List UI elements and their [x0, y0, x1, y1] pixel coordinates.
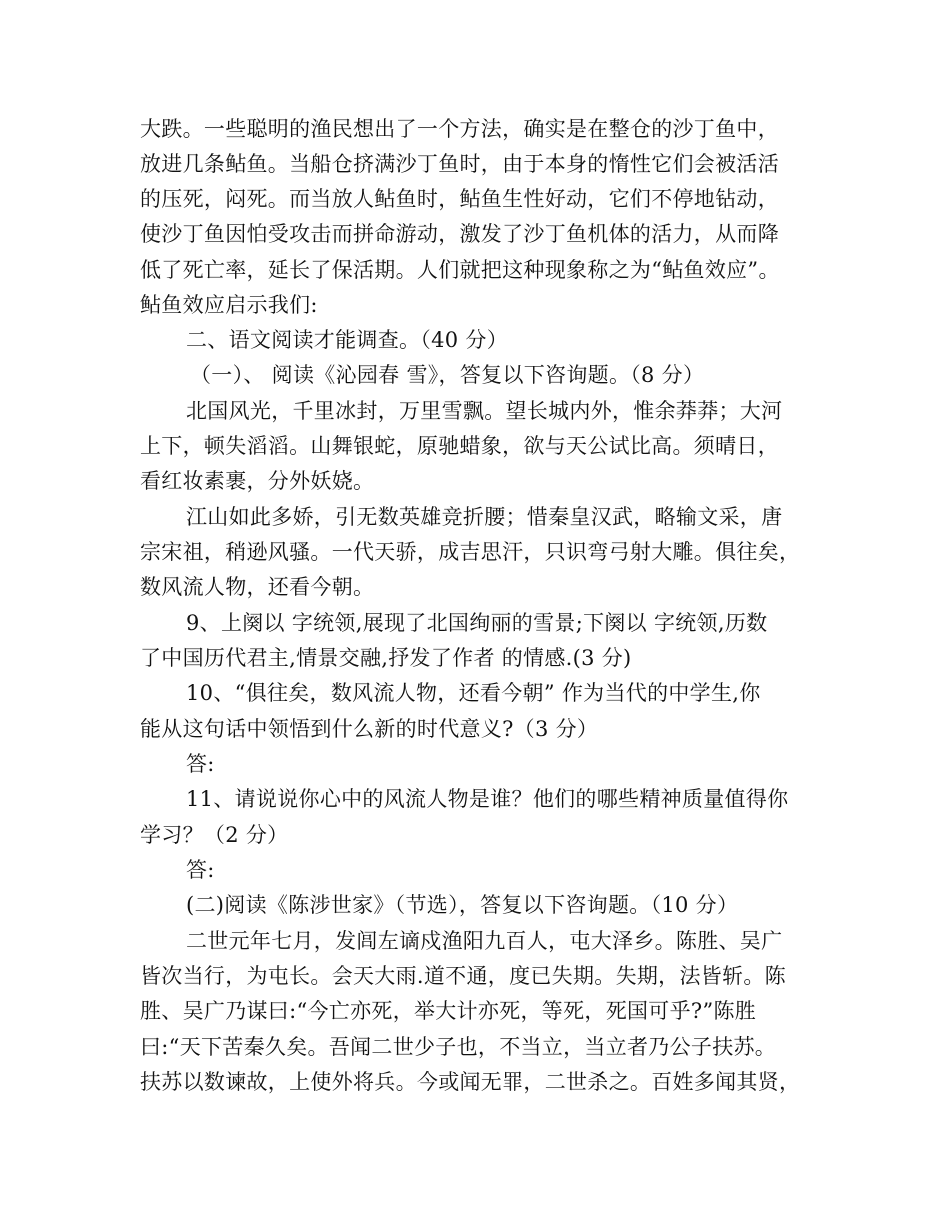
- subsection-heading: （一）、 阅读《沁园春 雪》，答复以下咨询题。（8 分）: [190, 363, 705, 387]
- text-line: 使沙丁鱼因怕受攻击而拼命游动，激发了沙丁鱼机体的活力，从而降: [140, 222, 779, 246]
- section-heading: 二、语文阅读才能调查。（40 分）: [186, 328, 508, 352]
- passage-line: 曰:“天下苦秦久矣。吾闻二世少子也，不当立，当立者乃公子扶苏。: [140, 1035, 777, 1059]
- poem-line: 看红妆素裹，分外妖娆。: [140, 469, 375, 493]
- question-9: 9、上阕以 字统领,展现了北国绚丽的雪景;下阕以 字统领,历数: [186, 611, 768, 635]
- answer-label: 答:: [186, 858, 215, 882]
- text-line: 低了死亡率，延长了保活期。人们就把这种现象称之为“鲇鱼效应”。: [140, 258, 780, 282]
- question-11: 11、请说说你心中的风流人物是谁？他们的哪些精神质量值得你: [186, 787, 789, 811]
- passage-line: 二世元年七月，发闾左谪戍渔阳九百人，屯大泽乡。陈胜、吴广: [186, 929, 783, 953]
- text-line: 鲇鱼效应启示我们:: [140, 293, 318, 317]
- text-line: 的压死，闷死。而当放人鲇鱼时，鲇鱼生性好动，它们不停地钻动，: [140, 187, 779, 211]
- poem-line: 宗宋祖，稍逊风骚。一代天骄，成吉思汗，只识弯弓射大雕。俱往矣，: [140, 540, 801, 564]
- poem-line: 数风流人物，还看今朝。: [140, 575, 375, 599]
- passage-line: 皆次当行，为屯长。会天大雨.道不通，度已失期。失期，法皆斩。陈: [140, 964, 786, 988]
- poem-line: 上下，顿失滔滔。山舞银蛇，原驰蜡象，欲与天公试比高。须晴日，: [140, 434, 779, 458]
- answer-label: 答:: [186, 752, 215, 776]
- text-line: 大跌。一些聪明的渔民想出了一个方法，确实是在整仓的沙丁鱼中，: [140, 117, 779, 141]
- subsection-heading: (二)阅读《陈涉世家》（节选），答复以下咨询题。（10 分）: [186, 893, 739, 917]
- question-9-cont: 了中国历代君主,情景交融,抒发了作者 的情感.(3 分): [140, 646, 632, 670]
- question-11-cont: 学习？（2 分）: [140, 823, 289, 847]
- question-10-cont: 能从这句话中领悟到什么新的时代意义?（3 分）: [140, 717, 599, 741]
- passage-line: 扶苏以数谏故，上使外将兵。今或闻无罪，二世杀之。百姓多闻其贤，: [140, 1070, 801, 1094]
- text-line: 放进几条鲇鱼。当船仓挤满沙丁鱼时，由于本身的惰性它们会被活活: [140, 152, 779, 176]
- passage-line: 胜、吴广乃谋曰:“今亡亦死，举大计亦死，等死，死国可乎?”陈胜: [140, 999, 757, 1023]
- question-10: 10、“俱往矣，数风流人物，还看今朝” 作为当代的中学生,你: [186, 681, 761, 705]
- poem-line: 江山如此多娇，引无数英雄竞折腰；惜秦皇汉武，略输文采，唐: [186, 505, 783, 529]
- poem-line: 北国风光，千里冰封，万里雪飘。望长城内外，惟余莽莽；大河: [186, 399, 783, 423]
